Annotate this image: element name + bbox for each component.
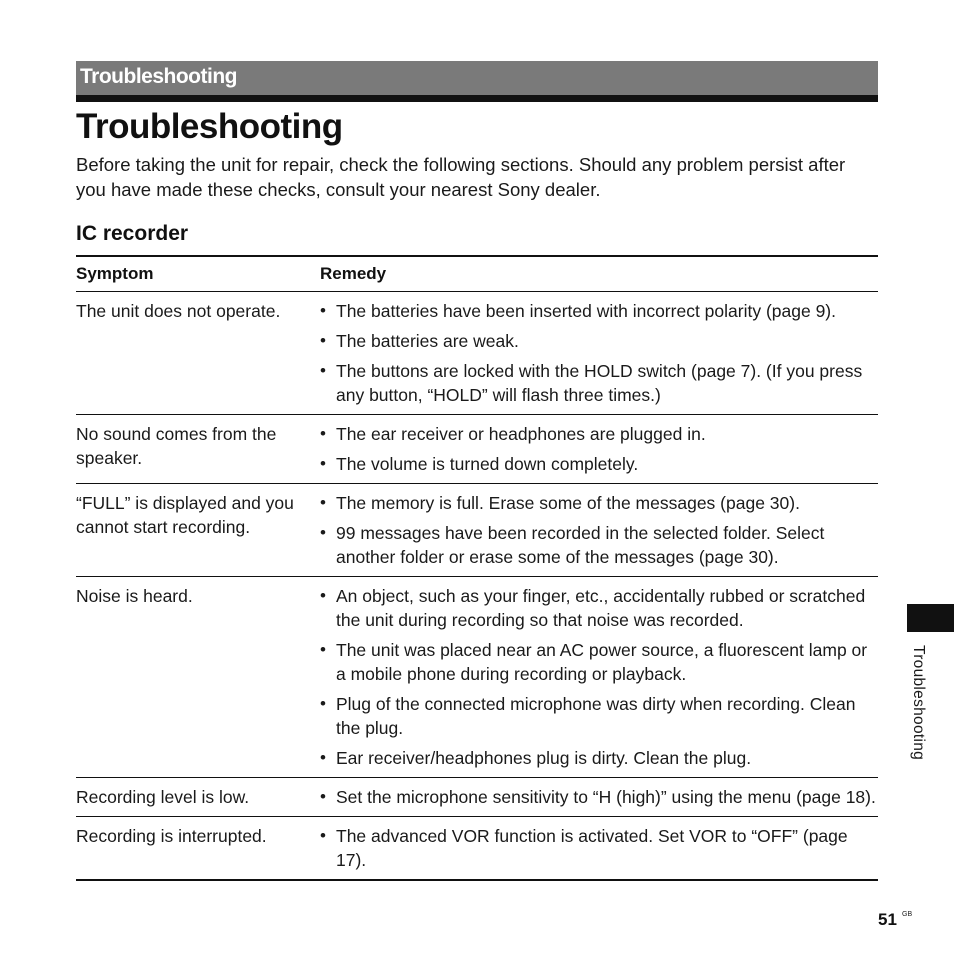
remedy-cell (320, 420, 878, 476)
remedy-list (320, 420, 878, 476)
symptom-cell: Recording is interrupted. (76, 826, 267, 846)
page-number-suffix: GB (902, 911, 913, 918)
remedy-item: • The unit was placed near an AC power source, a fluorescent lamp or a mobile phone during recording or playback. (320, 636, 878, 686)
section-header-bar (76, 61, 878, 95)
remedy-list (320, 582, 878, 770)
remedy-item: • Ear receiver/headphones plug is dirty. Clean the plug. (320, 744, 878, 770)
remedy-list (320, 489, 878, 569)
remedy-item: • Plug of the connected microphone was dirty when recording. Clean the plug. (320, 690, 878, 740)
symptom-cell: Recording level is low. (76, 787, 250, 807)
table-row (76, 817, 878, 879)
symptom-cell: “FULL” is displayed and you cannot start recording. (76, 493, 294, 537)
table-row (76, 484, 878, 577)
remedy-cell (320, 489, 878, 569)
subsection-heading: IC recorder (76, 222, 189, 245)
table-row (76, 577, 878, 778)
side-thumb-tab (907, 604, 954, 632)
remedy-item: • The batteries have been inserted with incorrect polarity (page 9). (320, 297, 878, 323)
remedy-cell (320, 297, 878, 407)
table-row (76, 415, 878, 484)
section-header-rule (76, 95, 878, 102)
remedy-cell (320, 822, 878, 872)
remedy-item: • Set the microphone sensitivity to “H (high)” using the menu (page 18). (320, 783, 878, 809)
table-row (76, 778, 878, 817)
symptom-column-header: Symptom (76, 264, 154, 283)
remedy-item: • The volume is turned down completely. (320, 450, 878, 476)
side-section-label: Troubleshooting (910, 645, 927, 761)
symptom-cell: Noise is heard. (76, 586, 193, 606)
remedy-item: • The memory is full. Erase some of the messages (page 30). (320, 489, 878, 515)
page-title: Troubleshooting (76, 107, 343, 146)
table-row (76, 292, 878, 415)
symptom-cell: No sound comes from the speaker. (76, 424, 277, 468)
remedy-item: • 99 messages have been recorded in the selected folder. Select another folder or erase some of the messages (page 30). (320, 519, 878, 569)
table-header-row (76, 257, 878, 292)
remedy-item: • The batteries are weak. (320, 327, 878, 353)
remedy-list (320, 783, 878, 809)
remedy-column-header: Remedy (320, 264, 387, 283)
troubleshooting-table (76, 255, 878, 881)
remedy-item: • The advanced VOR function is activated. Set VOR to “OFF” (page 17). (320, 822, 878, 872)
remedy-list (320, 822, 878, 872)
remedy-item: • An object, such as your finger, etc., accidentally rubbed or scratched the unit during recording so that noise was recorded. (320, 582, 878, 632)
remedy-item: • The ear receiver or headphones are plugged in. (320, 420, 878, 446)
intro-paragraph: Before taking the unit for repair, check the following sections. Should any problem persist after you have made these checks, consult your nearest Sony dealer. (76, 154, 846, 200)
section-header-label: Troubleshooting (80, 65, 237, 88)
remedy-item: • The buttons are locked with the HOLD switch (page 7). (If you press any button, “HOLD” will flash three times.) (320, 357, 878, 407)
remedy-cell (320, 783, 878, 809)
remedy-cell (320, 582, 878, 770)
symptom-cell: The unit does not operate. (76, 301, 281, 321)
page-number: 51 (878, 910, 897, 929)
remedy-list (320, 297, 878, 407)
